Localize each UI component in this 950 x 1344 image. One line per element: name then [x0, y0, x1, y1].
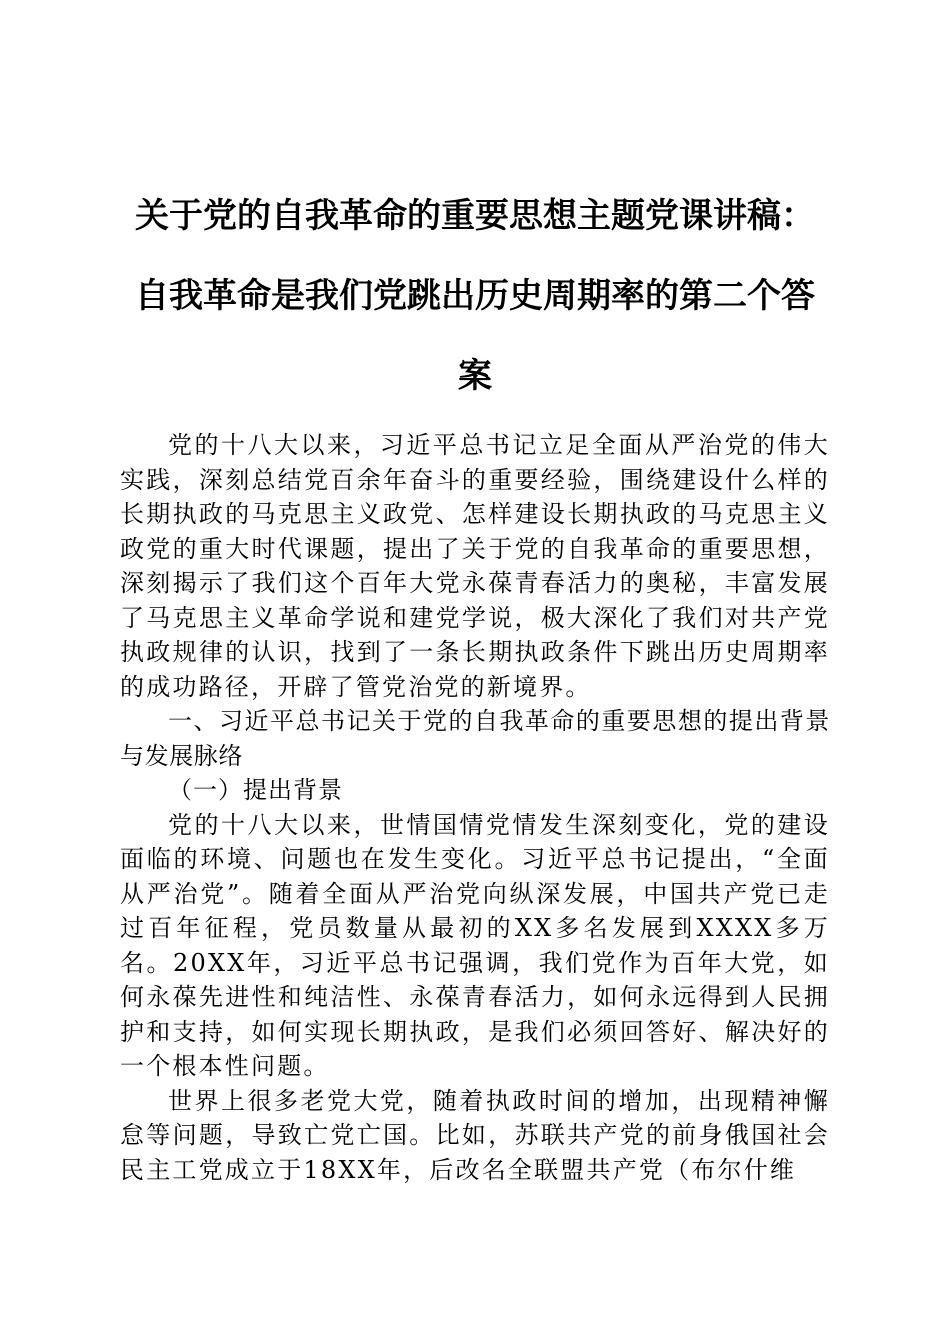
title-line-3: 案: [458, 356, 492, 396]
subsection-heading-1: （一）提出背景: [168, 776, 343, 804]
title-line-2: 自我革命是我们党跳出历史周期率的第二个答: [135, 276, 815, 316]
section-heading-1: 一、习近平总书记关于党的自我革命的重要思想的提出背景与发展脉络: [120, 707, 830, 770]
document-title: [120, 176, 830, 416]
paragraph-background: 党的十八大以来，世情国情党情发生深刻变化，党的建设面临的环境、问题也在发生变化。习近平总书记提出，“全面从严治党”。随着全面从严治党向纵深发展，中国共产党已走过百年征程，党员数量从最初的XX多名发展到XXXX多万名。20XX年，习近平总书记强调，我们党作为百年大党，如何永葆先进性和纯洁性、永葆青春活力，如何永远得到人民拥护和支持，如何实现长期执政，是我们必须回答好、解决好的一个根本性问题。: [120, 810, 830, 1080]
paragraph-world-parties: 世界上很多老党大党，随着执政时间的增加，出现精神懈怠等问题，导致亡党亡国。比如，苏联共产党的前身俄国社会民主工党成立于18XX年，后改名全联盟共产党（布尔什维: [120, 1086, 830, 1184]
document-body: [120, 428, 830, 1187]
title-line-1: 关于党的自我革命的重要思想主题党课讲稿：: [135, 196, 815, 236]
paragraph-intro: 党的十八大以来，习近平总书记立足全面从严治党的伟大实践，深刻总结党百余年奋斗的重要经验，围绕建设什么样的长期执政的马克思主义政党、怎样建设长期执政的马克思主义政党的重大时代课题，提出了关于党的自我革命的重要思想，深刻揭示了我们这个百年大党永葆青春活力的奥秘，丰富发展了马克思主义革命学说和建党学说，极大深化了我们对共产党执政规律的认识，找到了一条长期执政条件下跳出历史周期率的成功路径，开辟了管党治党的新境界。: [120, 431, 830, 701]
